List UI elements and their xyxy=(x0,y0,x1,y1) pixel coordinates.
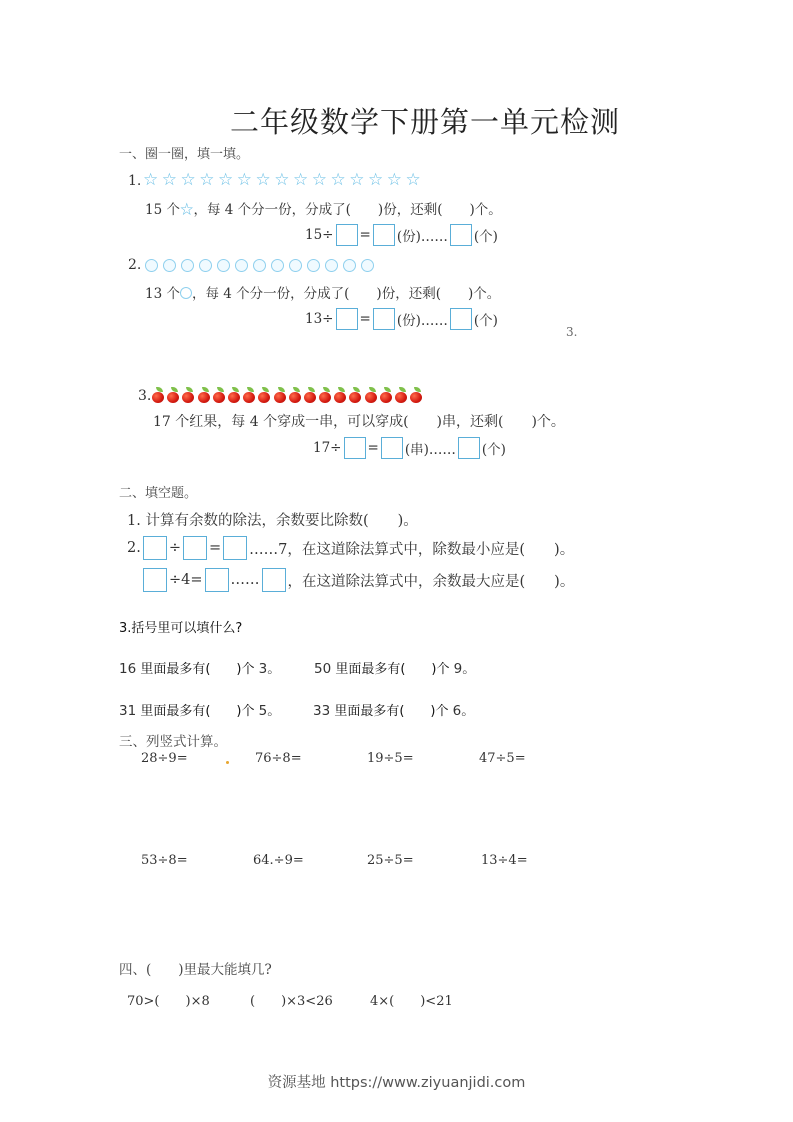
item-text: 里面最多有( )个 xyxy=(140,662,255,677)
s2-q2 xyxy=(127,536,574,560)
red-fruit-icon xyxy=(212,387,226,403)
star-icon: ☆ xyxy=(293,170,312,190)
answer-box-dividend[interactable] xyxy=(143,536,167,560)
item-n: 5。 xyxy=(258,703,281,719)
answer-box-remainder[interactable] xyxy=(450,308,472,330)
red-fruit-icon xyxy=(348,387,362,403)
star-icon: ☆ xyxy=(405,170,425,190)
eq-dividend: 15÷ xyxy=(305,227,334,243)
red-fruit-icon xyxy=(288,387,302,403)
eq-unit-ge: (个) xyxy=(481,442,506,458)
compare-3: 4×( )<21 xyxy=(370,994,453,1009)
star-icon: ☆ xyxy=(218,170,237,190)
star-icon: ☆ xyxy=(349,170,368,190)
circle-row xyxy=(145,259,374,272)
item-num: 16 xyxy=(119,661,137,677)
star-row xyxy=(143,170,424,190)
fruit-row xyxy=(151,387,424,403)
calc-8: 13÷4= xyxy=(481,853,528,868)
section3-heading: 三、列竖式计算。 xyxy=(119,734,227,750)
answer-box-divisor[interactable] xyxy=(336,308,358,330)
red-fruit-icon xyxy=(151,387,165,403)
s2-q2-tail: ……7，在这道除法算式中，除数最小应是( )。 xyxy=(249,541,575,558)
section2-heading: 二、填空题。 xyxy=(119,486,198,501)
eq-equals: = xyxy=(209,540,222,556)
star-icon: ☆ xyxy=(143,170,162,190)
calc-4: 47÷5= xyxy=(479,751,526,766)
answer-box-quotient[interactable] xyxy=(223,536,247,560)
q2-equation xyxy=(305,308,498,330)
fill-item-2 xyxy=(314,657,476,677)
eq-unit-fen: (份)…… xyxy=(396,313,448,329)
circle-icon xyxy=(289,259,302,272)
item-n: 3。 xyxy=(258,661,281,677)
item-num: 31 xyxy=(119,703,137,719)
eq-unit-chuan: (串)…… xyxy=(404,442,456,458)
eq-dividend: 13÷ xyxy=(305,311,334,327)
answer-box-quotient[interactable] xyxy=(373,224,395,246)
circle-icon xyxy=(343,259,356,272)
circle-icon xyxy=(217,259,230,272)
red-fruit-icon xyxy=(303,387,317,403)
circle-icon xyxy=(181,259,194,272)
star-icon: ☆ xyxy=(179,202,194,218)
item-text: 里面最多有( )个 xyxy=(140,704,255,719)
eq-unit-ge: (个) xyxy=(473,229,498,245)
q1-text-b: ，每 4 个分一份，分成了( )份，还剩( )个。 xyxy=(193,202,502,218)
eq-dividend: 17÷ xyxy=(313,440,342,456)
eq-equals: = xyxy=(359,227,371,243)
answer-box-divisor[interactable] xyxy=(183,536,207,560)
circle-icon xyxy=(253,259,266,272)
red-fruit-icon xyxy=(409,387,423,403)
circle-icon xyxy=(199,259,212,272)
s2-q1: 1. 计算有余数的除法，余数要比除数( )。 xyxy=(127,513,418,529)
answer-box-quotient[interactable] xyxy=(205,568,229,592)
red-fruit-icon xyxy=(364,387,378,403)
answer-box-quotient[interactable] xyxy=(373,308,395,330)
calc-7: 25÷5= xyxy=(367,853,414,868)
red-fruit-icon xyxy=(242,387,256,403)
red-fruit-icon xyxy=(227,387,241,403)
eq-equals: = xyxy=(359,311,371,327)
star-icon: ☆ xyxy=(236,170,256,190)
section1-heading: 一、圈一圈，填一填。 xyxy=(119,147,250,162)
q1-text xyxy=(145,198,502,218)
circle-icon xyxy=(361,259,374,272)
fill-item-1 xyxy=(119,657,281,677)
q3-text: 17 个红果，每 4 个穿成一串，可以穿成( )串，还剩( )个。 xyxy=(153,414,565,430)
eq-unit-fen: (份)…… xyxy=(396,229,448,245)
q3-number: 3. xyxy=(138,388,152,404)
q1-number: 1. xyxy=(128,173,142,189)
div-by-4: ÷4= xyxy=(169,572,203,588)
red-fruit-icon xyxy=(273,387,287,403)
page-title: 二年级数学下册第一单元检测 xyxy=(229,105,620,139)
red-fruit-icon xyxy=(318,387,332,403)
calc-2: 76÷8= xyxy=(255,751,302,766)
calc-6: 64.÷9= xyxy=(253,853,304,868)
eq-unit-ge: (个) xyxy=(473,313,498,329)
calc-5: 53÷8= xyxy=(141,853,188,868)
red-fruit-icon xyxy=(379,387,393,403)
circle-icon xyxy=(145,259,158,272)
item-text: 里面最多有( )个 xyxy=(335,662,450,677)
q1-equation xyxy=(305,224,498,246)
q2-number: 2. xyxy=(128,257,142,273)
red-fruit-icon xyxy=(333,387,347,403)
item-num: 33 xyxy=(313,703,331,719)
answer-box-remainder[interactable] xyxy=(262,568,286,592)
star-icon: ☆ xyxy=(386,170,406,190)
answer-box-divisor[interactable] xyxy=(344,437,366,459)
s2-q2b xyxy=(143,568,574,592)
q2-text-a: 13 个 xyxy=(145,286,180,302)
circle-icon xyxy=(271,259,284,272)
item-text: 里面最多有( )个 xyxy=(334,704,449,719)
circle-icon xyxy=(180,287,192,299)
s2-q2b-tail: ，在这道除法算式中，余数最大应是( )。 xyxy=(287,573,575,590)
s2-q2-number: 2. xyxy=(127,540,141,556)
s2-q3-heading: 3.括号里可以填什么? xyxy=(119,621,243,636)
red-fruit-icon xyxy=(394,387,408,403)
circle-icon xyxy=(163,259,176,272)
circle-icon xyxy=(325,259,338,272)
star-icon: ☆ xyxy=(274,170,293,190)
calc-3: 19÷5= xyxy=(367,751,414,766)
red-fruit-icon xyxy=(197,387,211,403)
star-icon: ☆ xyxy=(199,170,218,190)
red-fruit-icon xyxy=(257,387,271,403)
div-sign: ÷ xyxy=(168,540,181,556)
circle-icon xyxy=(235,259,248,272)
fill-item-3 xyxy=(119,699,281,719)
answer-box-quotient[interactable] xyxy=(381,437,403,459)
item-n: 9。 xyxy=(453,661,476,677)
fill-item-4 xyxy=(313,699,475,719)
red-fruit-icon xyxy=(166,387,180,403)
q2-text xyxy=(145,282,500,302)
star-icon: ☆ xyxy=(255,170,275,190)
red-fruit-icon xyxy=(181,387,195,403)
star-icon: ☆ xyxy=(180,170,200,190)
circle-icon xyxy=(307,259,320,272)
calc-1: 28÷9= xyxy=(141,751,188,766)
stray-dot xyxy=(226,761,229,764)
star-icon: ☆ xyxy=(311,170,331,190)
stray-label: 3. xyxy=(566,325,578,339)
star-icon: ☆ xyxy=(330,170,350,190)
compare-1: 70>( )×8 xyxy=(127,994,210,1009)
q3-equation xyxy=(313,437,506,459)
compare-2: ( )×3<26 xyxy=(250,994,333,1009)
answer-box-remainder[interactable] xyxy=(450,224,472,246)
item-n: 6。 xyxy=(452,703,475,719)
star-icon: ☆ xyxy=(161,170,181,190)
q2-text-b: ，每 4 个分一份，分成了( )份，还剩( )个。 xyxy=(191,286,501,302)
answer-box-dividend[interactable] xyxy=(143,568,167,592)
item-num: 50 xyxy=(314,661,332,677)
footer-watermark: 资源基地 https://www.ziyuanjidi.com xyxy=(267,1075,526,1091)
section4-heading: 四、( )里最大能填几? xyxy=(119,962,272,978)
ellipsis: …… xyxy=(230,572,260,588)
star-icon: ☆ xyxy=(368,170,387,190)
answer-box-divisor[interactable] xyxy=(336,224,358,246)
answer-box-remainder[interactable] xyxy=(458,437,480,459)
eq-equals: = xyxy=(367,440,379,456)
q1-text-a: 15 个 xyxy=(145,202,180,218)
